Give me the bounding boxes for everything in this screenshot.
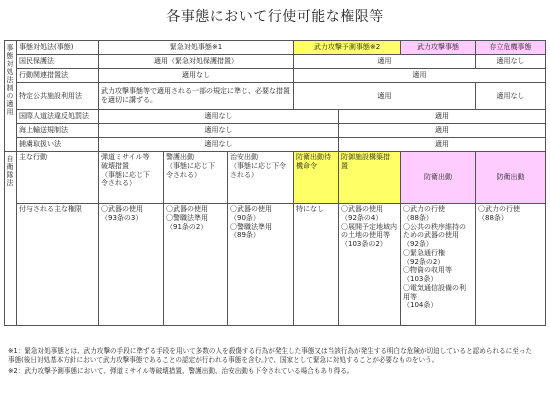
law-name: 特定公共施設利用法 bbox=[17, 83, 99, 110]
col-header-emergency: 緊急対処事態※1 bbox=[99, 41, 294, 55]
footnote-2: ※2：武力攻撃予測事態において、弾道ミサイル等破壊措置、警護出動、治安出動も下令されている場合もあり得る。 bbox=[8, 366, 354, 375]
authority-table bbox=[4, 40, 546, 326]
footnotes bbox=[8, 347, 538, 377]
powers-defense-survival: 〇武力の行使 （88条） bbox=[476, 204, 546, 326]
law-emergency-value: 適用なし bbox=[99, 69, 294, 83]
action-public-order: 治安出動 （事態に応じ下令される） bbox=[228, 152, 294, 204]
page-title: 各事態において行使可能な権限等 bbox=[166, 9, 384, 25]
law-survival-value: 適用なし bbox=[476, 83, 546, 110]
powers-missile-defense: 〇武器の使用 （93条の3） bbox=[99, 204, 164, 326]
law-applied-value: 適用 bbox=[339, 138, 546, 152]
law-applied-value: 適用 bbox=[339, 124, 546, 138]
col-header-predicted: 武力攻撃予測事態※2 bbox=[294, 41, 401, 55]
law-emergency-value: 武力攻撃事態等で適用される一部の規定に準じ、必要な措置を適切に講ずる。 bbox=[99, 83, 294, 110]
law-name: 行動関連措置法 bbox=[17, 69, 99, 83]
law-name: 国際人道法違反処罰法 bbox=[17, 110, 99, 124]
law-name: 国民保護法 bbox=[17, 55, 99, 69]
powers-defense-armed: 〇武力の行使 （88条） 〇公共の秩序維持の ための武器の使用 （92条） 〇緊急通行権 （92条の2） 〇物資の収用等 （103条） 〇電気通信設備の利 用等 （104条） bbox=[401, 204, 476, 326]
footnote-1: ※1：緊急対処事態とは、武力攻撃の手段に準ずる手段を用いて多数の人を殺傷する行為が発生した事態又は当該行為が発生する明白な危険が切迫していると認められるに至った事態(後日対処基本方針において武力攻撃事態であることの認定が行われる事態を含む。)で、国家として緊急に対処することが必要なものをいう。 bbox=[8, 347, 533, 365]
law-group-label: 事態対処法制の適用 bbox=[5, 41, 17, 152]
law-emergency-value: 適用なし bbox=[99, 138, 339, 152]
col-header-survival: 存立危機事態 bbox=[476, 41, 546, 55]
law-applied-value: 適用 bbox=[339, 110, 546, 124]
law-survival-value: 適用なし bbox=[476, 55, 546, 69]
col-header-law: 事態対処法(事態) bbox=[17, 41, 99, 55]
action-security-dispatch: 警護出動 （事態に応じ下 令される） bbox=[164, 152, 228, 204]
law-emergency-value: 適用なし bbox=[99, 124, 339, 138]
action-defense-armed: 防衛出動 bbox=[401, 152, 476, 204]
law-emergency-value: 適用（緊急対処保護措置） bbox=[99, 55, 294, 69]
action-defense-survival: 防衛出動 bbox=[476, 152, 546, 204]
action-facility-construction: 防御施設構築措 置 bbox=[339, 152, 401, 204]
law-name: 海上輸送規制法 bbox=[17, 124, 99, 138]
powers-public-order: 〇武器の使用 （90条） 〇警職法準用 （89条） bbox=[228, 204, 294, 326]
row-label-action: 主な行動 bbox=[17, 152, 99, 204]
law-name: 捕虜取扱い法 bbox=[17, 138, 99, 152]
col-header-armed: 武力攻撃事態 bbox=[401, 41, 476, 55]
powers-defense-standby: 特になし bbox=[294, 204, 339, 326]
law-applied-value: 適用 bbox=[294, 69, 546, 83]
sdf-group-label: 自衛隊法 bbox=[5, 152, 17, 326]
action-defense-standby: 防衛出動待 機命令 bbox=[294, 152, 339, 204]
row-label-powers: 付与される主な権限 bbox=[17, 204, 99, 326]
powers-facility-construction: 〇武器の使用 （92条の4） 〇展開予定地域内 の土地の使用等 （103条の2） bbox=[339, 204, 401, 326]
law-applied-value: 適用 bbox=[294, 83, 476, 110]
powers-security-dispatch: 〇武器の使用 〇警職法準用 （91条の2） bbox=[164, 204, 228, 326]
law-applied-value: 適用 bbox=[294, 55, 476, 69]
action-missile-defense: 弾道ミサイル等 破壊措置 （事態に応じ下 令される） bbox=[99, 152, 164, 204]
law-emergency-value: 適用なし bbox=[99, 110, 339, 124]
